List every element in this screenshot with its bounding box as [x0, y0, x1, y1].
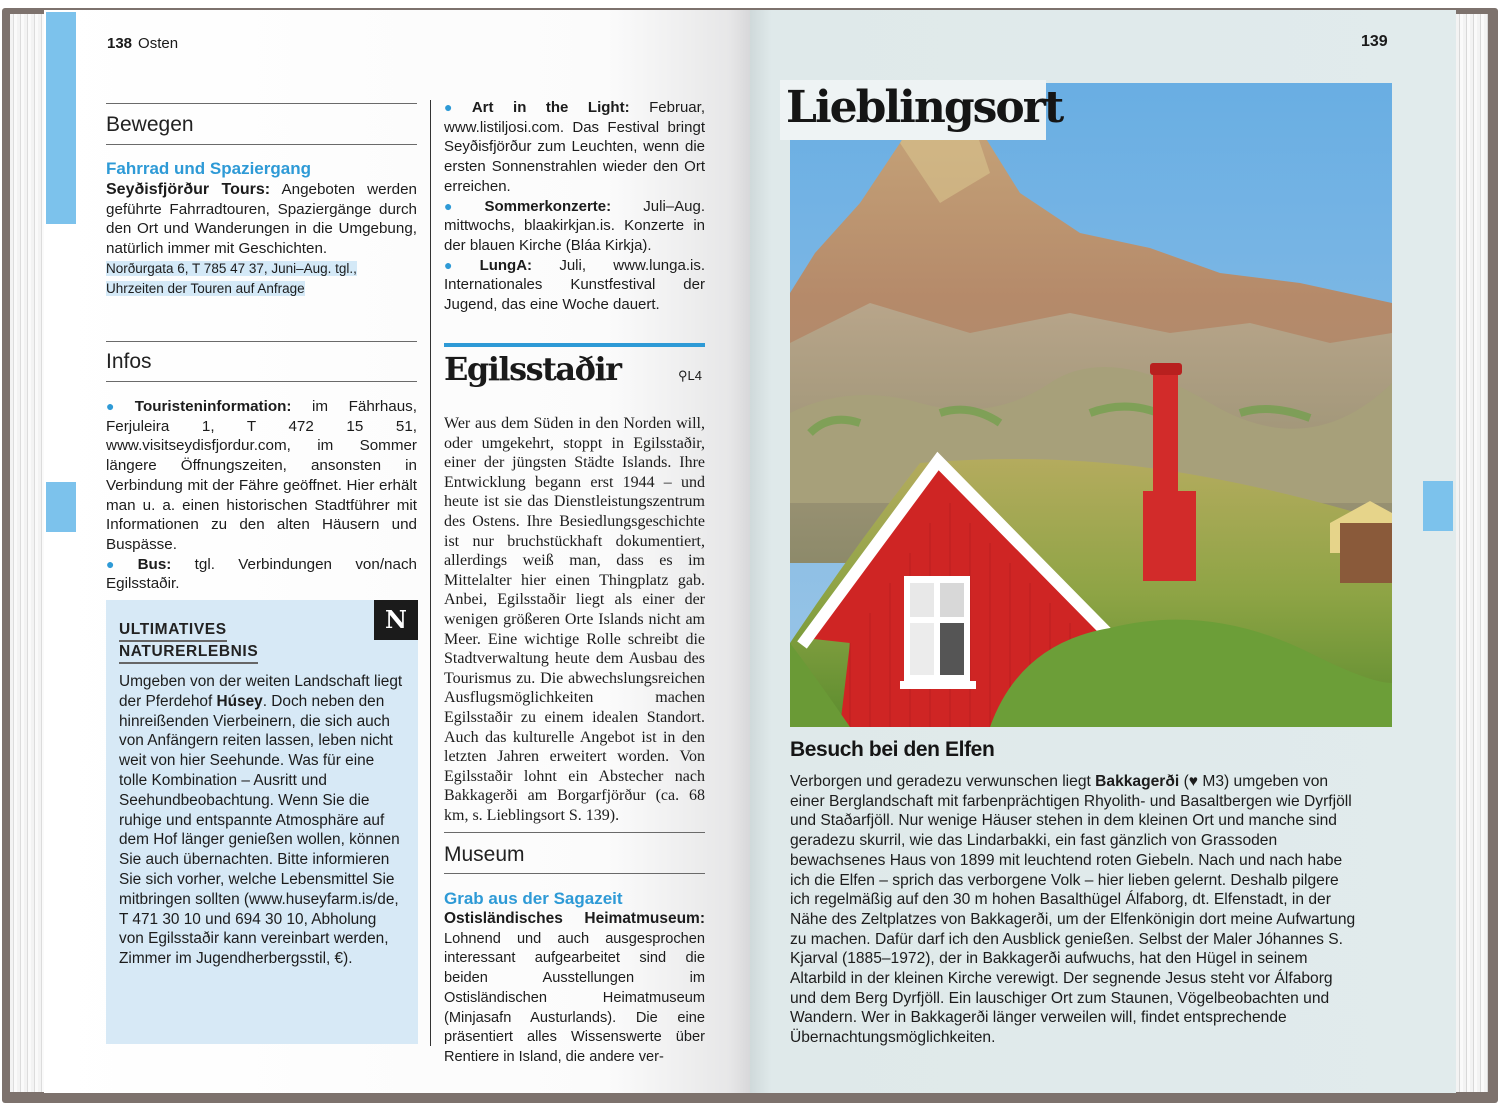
event-item-lunga: ● LungA: Juli, www.lunga.is. Internationales Kunstfestival der Jugend, das eine Woche dauert.	[444, 256, 705, 314]
section-name: Osten	[138, 35, 179, 52]
bullet-icon: ●	[106, 398, 131, 414]
page-edges-left	[10, 14, 46, 1092]
bullet-icon: ●	[444, 256, 476, 273]
bullet-icon: ●	[444, 197, 481, 214]
highlight-box	[106, 600, 418, 1044]
accent-bar	[444, 343, 705, 347]
chapter-tab-marker-right	[1423, 481, 1453, 531]
entry-info-1: Norðurgata 6, T 785 47 37, Juni–Aug. tgl.,	[106, 260, 357, 276]
events-list	[444, 98, 705, 315]
event-item-art-in-the-light: ● Art in the Light: Februar, www.listiljosi.com. Das Festival bringt Seyðisfjörður zum Leuchten, wenn die ersten Sonnenstrahlen wieder den Ort erreichen.	[444, 99, 705, 195]
article-title: Besuch bei den Elfen	[790, 738, 995, 761]
chapter-tab-marker	[46, 482, 76, 532]
page-edges-right	[1456, 14, 1488, 1092]
lieblingsort-title: Lieblingsort	[786, 82, 1063, 133]
divider	[444, 832, 705, 833]
column-divider	[430, 100, 431, 1046]
nature-badge-icon: N	[374, 600, 418, 640]
map-reference-m3: (♥ M3)	[1183, 773, 1230, 790]
entry-text: Angeboten werden geführte Fahrradtouren, Spaziergänge durch den Ort und Wanderungen in die Umgebung, natürlich immer mit Geschichten.	[106, 181, 417, 258]
highlight-box-text: Umgeben von der weiten Landschaft liegt der Pferdehof Húsey. Doch neben den hinreißenden Vierbeinern, die sich auch von Anfängern reiten lassen, leben nicht weit von hier Seehunde. Was für eine tolle Kombination – Ausritt und Seehundbeobachtung. Wenn Sie die ruhige und entspannte Atmosphäre auf dem Hof länger genießen wollen, können Sie auch übernachten. Bitte informieren Sie sich vorher, welche Lebensmittel Sie mitbringen sollten (www.huseyfarm.is/de, T 471 30 10 und 694 30 10, Abholung von Egilsstaðir kann vereinbart werden, Zimmer im Jugendherbergsstil, €).	[119, 673, 403, 968]
divider	[106, 381, 417, 382]
highlight-box-title: ULTIMATIVES NATURERLEBNIS	[119, 620, 258, 664]
divider	[106, 341, 417, 342]
place-title-egilsstadir: Egilsstaðir	[444, 350, 621, 388]
entry-info-2: Uhrzeiten der Touren auf Anfrage	[106, 280, 305, 296]
bullet-icon: ●	[106, 555, 134, 572]
egilsstadir-body: Wer aus dem Süden in den Norden will, oder umgekehrt, stoppt in Egilsstaðir, einer der jüngsten Städte Islands. Ihre Entwicklung begann erst 1944 – und heute ist sie das Dienstleistungszentrum des Ostens. Ihre Besiedlungsgeschichte ist nur bruchstückhaft dokumentiert, allerdings weiß man, dass es im Mittelalter hier einen Thingplatz gab. Anbei, Egilsstaðir liegt als einer der wenigen größeren Orte Islands nicht am Meer. Eine wichtige Rolle schreibt die Stadtverwaltung heute dem Ausbau des Tourismus zu. Die abwechslungsreichen Ausflugsmöglichkeiten machen Egilsstaðir zu einem idealen Standort. Auch das kulturelle Angebot ist in den letzten Jahren erweitert worden. Von Egilsstaðir lohnt ein Abstecher nach Bakkagerði am Borgarfjörður (ca. 68 km, s. Lieblingsort S. 139).	[444, 415, 705, 824]
chapter-tab-top	[46, 12, 76, 224]
info-item-touristinfo: ● Touristeninformation: im Fährhaus, Ferjuleira 1, T 472 15 51, www.visitseydisfjordur.com, im Sommer längere Öffnungszeiten, ansonsten in Verbindung mit der Fähre geöffnet. Hier erhält man u. a. einen historischen Stadtführer mit Informationen zu den alten Häusern und Buspässe.	[106, 398, 417, 553]
section-heading-infos: Infos	[106, 350, 152, 373]
museum-entry: Ostisländisches Heimatmuseum: Lohnend und auch ausgesprochen interessant aufgearbeitet sind die beiden Ausstellungen im Ostisländischen Heimatmuseum (Minjasafn Austurlands). Die eine präsentiert alles Wissenswerte über Rentiere in Island, die andere ver-	[444, 910, 705, 1065]
divider	[106, 144, 417, 145]
subheading-fahrrad: Fahrrad und Spaziergang	[106, 159, 311, 178]
map-reference: ⚲L4	[678, 368, 702, 383]
section-heading-bewegen: Bewegen	[106, 113, 194, 136]
entry-name: Seyðisfjörður Tours:	[106, 181, 271, 198]
subheading-grab: Grab aus der Sagazeit	[444, 889, 623, 908]
running-header	[107, 35, 178, 52]
article-body: Verborgen und geradezu verwunschen liegt Bakkagerði (♥ M3) umgeben von einer Berglandschaft mit farbenprächtigen Rhyolith- und Basaltbergen wie Dyrfjöll und Staðarfjöll. Nur wenige Häuser stehen in dem kleinen Ort und manche sind geradezu skurril, wie das Lindarbakki, ein fast gänzlich von Grassoden bewachsenes Haus von 1899 mit leuchtend roten Giebeln. Nach und nach habe ich die Elfen – sprich das verborgene Volk – hier lieben gelernt. Deshalb pilgere ich regelmäßig auf den 30 m hohen Basalthügel Álfaborg, dt. Elfenstadt, in der Nähe des Zeltplatzes von Bakkagerði, um der Elfenkönigin dort meine Aufwartung zu machen. Dafür darf ich den Ausblick genießen. Selbst der Maler Jóhannes S. Kjarval (1885–1972), der in Bakkagerði aufwuchs, hat den Hügel in seinem Altarbild in der kleinen Kirche verewigt. Der segnende Jesus steht vor Álfaborg und dem Berg Dyrfjöll. Ein lauschiger Ort zum Staunen, Vögelbeobachten und Wandern. Wer in Bakkagerði länger verweilen will, findet entsprechende Übernachtungsmöglichkeiten.	[790, 773, 1356, 1047]
page-number-right: 139	[1361, 33, 1388, 50]
page-number-left: 138	[107, 35, 133, 52]
infos-list	[106, 397, 417, 594]
photo-turf-house	[790, 83, 1392, 727]
divider	[106, 103, 417, 104]
divider	[444, 873, 705, 874]
bullet-icon: ●	[444, 99, 468, 115]
info-item-bus: ● Bus: tgl. Verbindungen von/nach Egilsstaðir.	[106, 555, 417, 593]
section-heading-museum: Museum	[444, 843, 525, 866]
bewegen-entry	[106, 180, 417, 298]
event-item-sommerkonzerte: ● Sommerkonzerte: Juli–Aug. mittwochs, blaakirkjan.is. Konzerte in der blauen Kirche (Bláa Kirkja).	[444, 197, 705, 254]
map-pin-icon: ⚲	[678, 368, 688, 383]
